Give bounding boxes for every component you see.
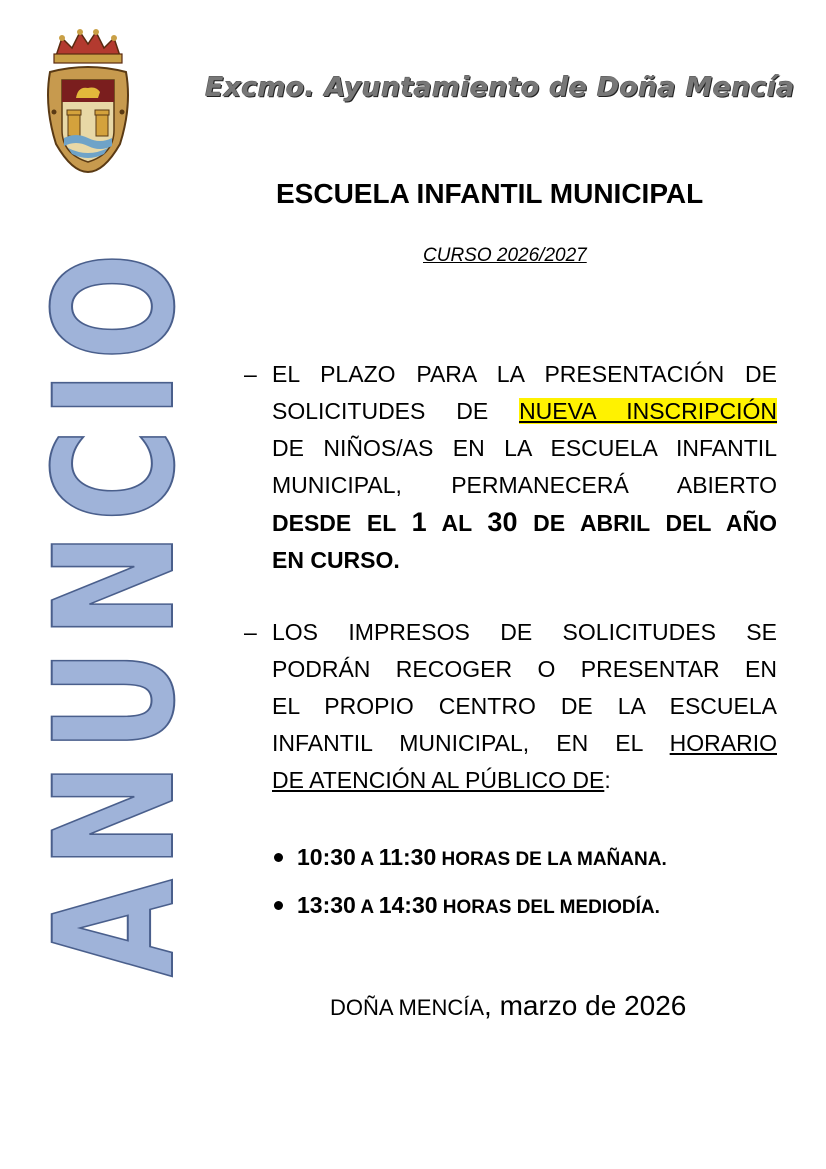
dates-suffix: DE ABRIL DEL AÑO bbox=[517, 510, 778, 536]
section2-dash: – bbox=[244, 619, 257, 645]
schedule-word: HORARIO bbox=[669, 730, 777, 756]
bullet-icon bbox=[274, 853, 283, 862]
midday-sep: A bbox=[355, 896, 379, 918]
place-and-date bbox=[330, 990, 686, 1022]
institution-header: Excmo. Ayuntamiento de Doña Mencía bbox=[205, 72, 795, 103]
forms-collection-paragraph bbox=[272, 614, 777, 799]
course-label: CURSO 2026/2027 bbox=[423, 245, 587, 266]
morning-sep: A bbox=[355, 848, 379, 870]
section2-line4-text: INFANTIL MUNICIPAL, EN EL bbox=[272, 730, 670, 756]
section1-line3: DE NIÑOS/AS EN LA ESCUELA INFANTIL bbox=[272, 435, 777, 461]
section2-line2: PODRÁN RECOGER O PRESENTAR EN bbox=[272, 656, 777, 682]
section2-line3: EL PROPIO CENTRO DE LA ESCUELA bbox=[272, 693, 777, 719]
start-day: 1 bbox=[411, 507, 427, 537]
municipal-coat-of-arms bbox=[42, 26, 134, 174]
section1-line2-text: SOLICITUDES DE bbox=[272, 398, 520, 424]
new-registration-highlight: NUEVA INSCRIPCIÓN bbox=[519, 398, 777, 424]
list-item bbox=[272, 881, 792, 929]
schedule-item-midday bbox=[297, 892, 660, 919]
anuncio-vertical-banner bbox=[19, 18, 211, 981]
section1-line6: EN CURSO. bbox=[272, 547, 400, 573]
schedule-list bbox=[272, 833, 792, 929]
bullet-icon bbox=[274, 901, 283, 910]
place: DOÑA MENCÍA bbox=[330, 995, 485, 1020]
date: , marzo de 2026 bbox=[484, 990, 687, 1021]
section1-dash: – bbox=[244, 361, 257, 387]
dates-sep: AL bbox=[426, 510, 488, 536]
midday-end: 14:30 bbox=[378, 891, 438, 918]
section1-line5 bbox=[272, 504, 777, 542]
colon: : bbox=[604, 767, 611, 793]
section2-line5 bbox=[272, 762, 777, 799]
public-hours-label: DE ATENCIÓN AL PÚBLICO DE bbox=[272, 767, 605, 793]
dates-prefix: DESDE EL bbox=[272, 510, 412, 536]
section2-line1: LOS IMPRESOS DE SOLICITUDES SE bbox=[272, 619, 777, 645]
section1-line2 bbox=[272, 393, 777, 430]
midday-start: 13:30 bbox=[297, 891, 356, 918]
registration-period-paragraph bbox=[272, 356, 777, 579]
section2-line4 bbox=[272, 725, 777, 762]
section1-line4: MUNICIPAL, PERMANECERÁ ABIERTO bbox=[272, 472, 777, 498]
morning-suffix: HORAS DE LA MAÑANA. bbox=[436, 848, 667, 870]
morning-start: 10:30 bbox=[297, 843, 356, 870]
page-title: ESCUELA INFANTIL MUNICIPAL bbox=[276, 178, 704, 209]
list-item bbox=[272, 833, 792, 881]
morning-end: 11:30 bbox=[378, 843, 437, 870]
midday-suffix: HORAS DEL MEDIODÍA. bbox=[437, 896, 660, 918]
anuncio-letters: ANUNCIO bbox=[19, 18, 211, 977]
section1-line1: EL PLAZO PARA LA PRESENTACIÓN DE bbox=[272, 361, 777, 387]
end-day: 30 bbox=[487, 507, 518, 537]
schedule-item-morning bbox=[297, 844, 667, 871]
